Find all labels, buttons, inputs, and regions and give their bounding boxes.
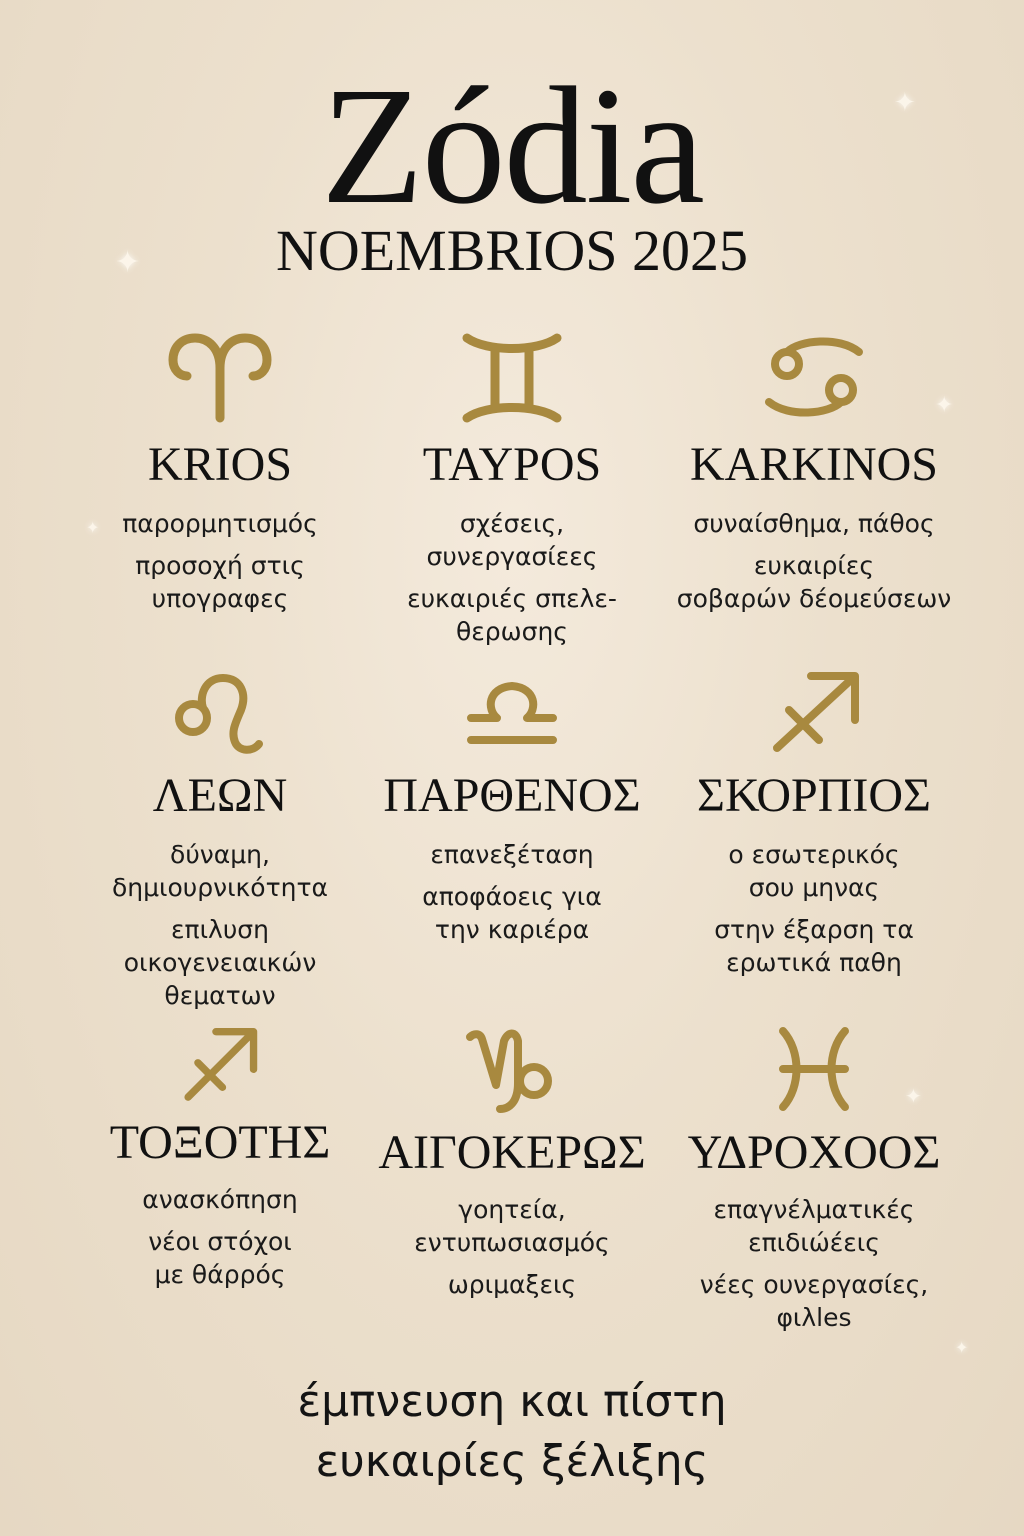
sign-card: [644, 330, 984, 615]
leo-icon: [165, 668, 275, 756]
libra-icon: [457, 668, 567, 756]
sparkle-icon: ✦: [955, 1338, 969, 1357]
sign-name: ΑΙΓΟΚΕΡΩΣ: [378, 1126, 646, 1179]
sign-card: [50, 330, 390, 615]
footer-line: έμπνευση και πίστη: [297, 1376, 727, 1427]
sign-description: συναίσθημα, πάθος ευκαιρίες σοβαρών δέομεύσεων: [676, 509, 952, 613]
aries-icon: [165, 330, 275, 425]
sign-name: ΣΚΟΡΠΙΟΣ: [697, 769, 931, 822]
pisces-icon: [769, 1025, 859, 1113]
sparkle-icon: ✦: [894, 88, 916, 118]
sign-description: ο εσωτερικός σου μηνας στην έξαρση τα ερωτικά παθη: [714, 840, 914, 977]
footer-line: ευκαιρίες ξέλιξης: [315, 1436, 709, 1487]
sign-name: ΠΑΡΘΕΝΟΣ: [383, 769, 641, 822]
sign-card: [342, 1025, 682, 1301]
page-title: Zódia: [321, 53, 703, 239]
sign-card: [50, 668, 390, 1012]
sign-name: KRIOS: [147, 438, 293, 491]
sign-name: KARKINOS: [689, 438, 938, 491]
sign-description: επαγνέλματικές επιδιώέεις νέες ουνεργασίες, φιλles: [699, 1195, 929, 1332]
page-subtitle: NOEMBRIOS 2025: [275, 218, 749, 283]
sign-description: σχέσεις, συνεργασίεες ευκαιριές σπελε- θερωσης: [407, 509, 617, 646]
sign-card: [342, 668, 682, 946]
capricorn-icon: [462, 1025, 562, 1113]
cancer-icon: [759, 330, 869, 425]
sign-description: γοητεία, εντυπωσιασμός ωριμαξεις: [414, 1195, 610, 1299]
sign-description: επανεξέταση αποφάοεις για την καριέρα: [422, 840, 602, 944]
sign-name: ΛΕΩΝ: [152, 769, 288, 822]
sagittarius-icon: [175, 1025, 265, 1103]
sagittarius-icon: [759, 668, 869, 756]
sign-description: ανασκόπηση νέοι στόχοι με θάρρός: [142, 1185, 298, 1289]
gemini-icon: [457, 330, 567, 425]
sparkle-icon: ✦: [905, 1084, 922, 1108]
sign-description: δύναμη, δημιουρνικότητα επιλυση οικογενειαικών θεματων: [111, 840, 328, 1010]
sign-name: ΤΟΞΟΤΗΣ: [109, 1116, 331, 1169]
sign-card: [644, 1025, 984, 1334]
sign-card: [644, 668, 984, 979]
sign-card: [342, 330, 682, 648]
sign-description: παρορμητισμός προσοχή στις υπογραφες: [122, 509, 318, 613]
sign-name: TAYPOS: [422, 438, 602, 491]
sparkle-icon: ✦: [935, 393, 954, 418]
sign-name: ΥΔΡΟΧΟΟΣ: [687, 1126, 941, 1179]
sign-card: [50, 1025, 390, 1291]
sparkle-icon: ✦: [115, 245, 141, 280]
footer-text: [0, 1372, 1024, 1492]
sparkle-icon: ✦: [86, 518, 100, 537]
